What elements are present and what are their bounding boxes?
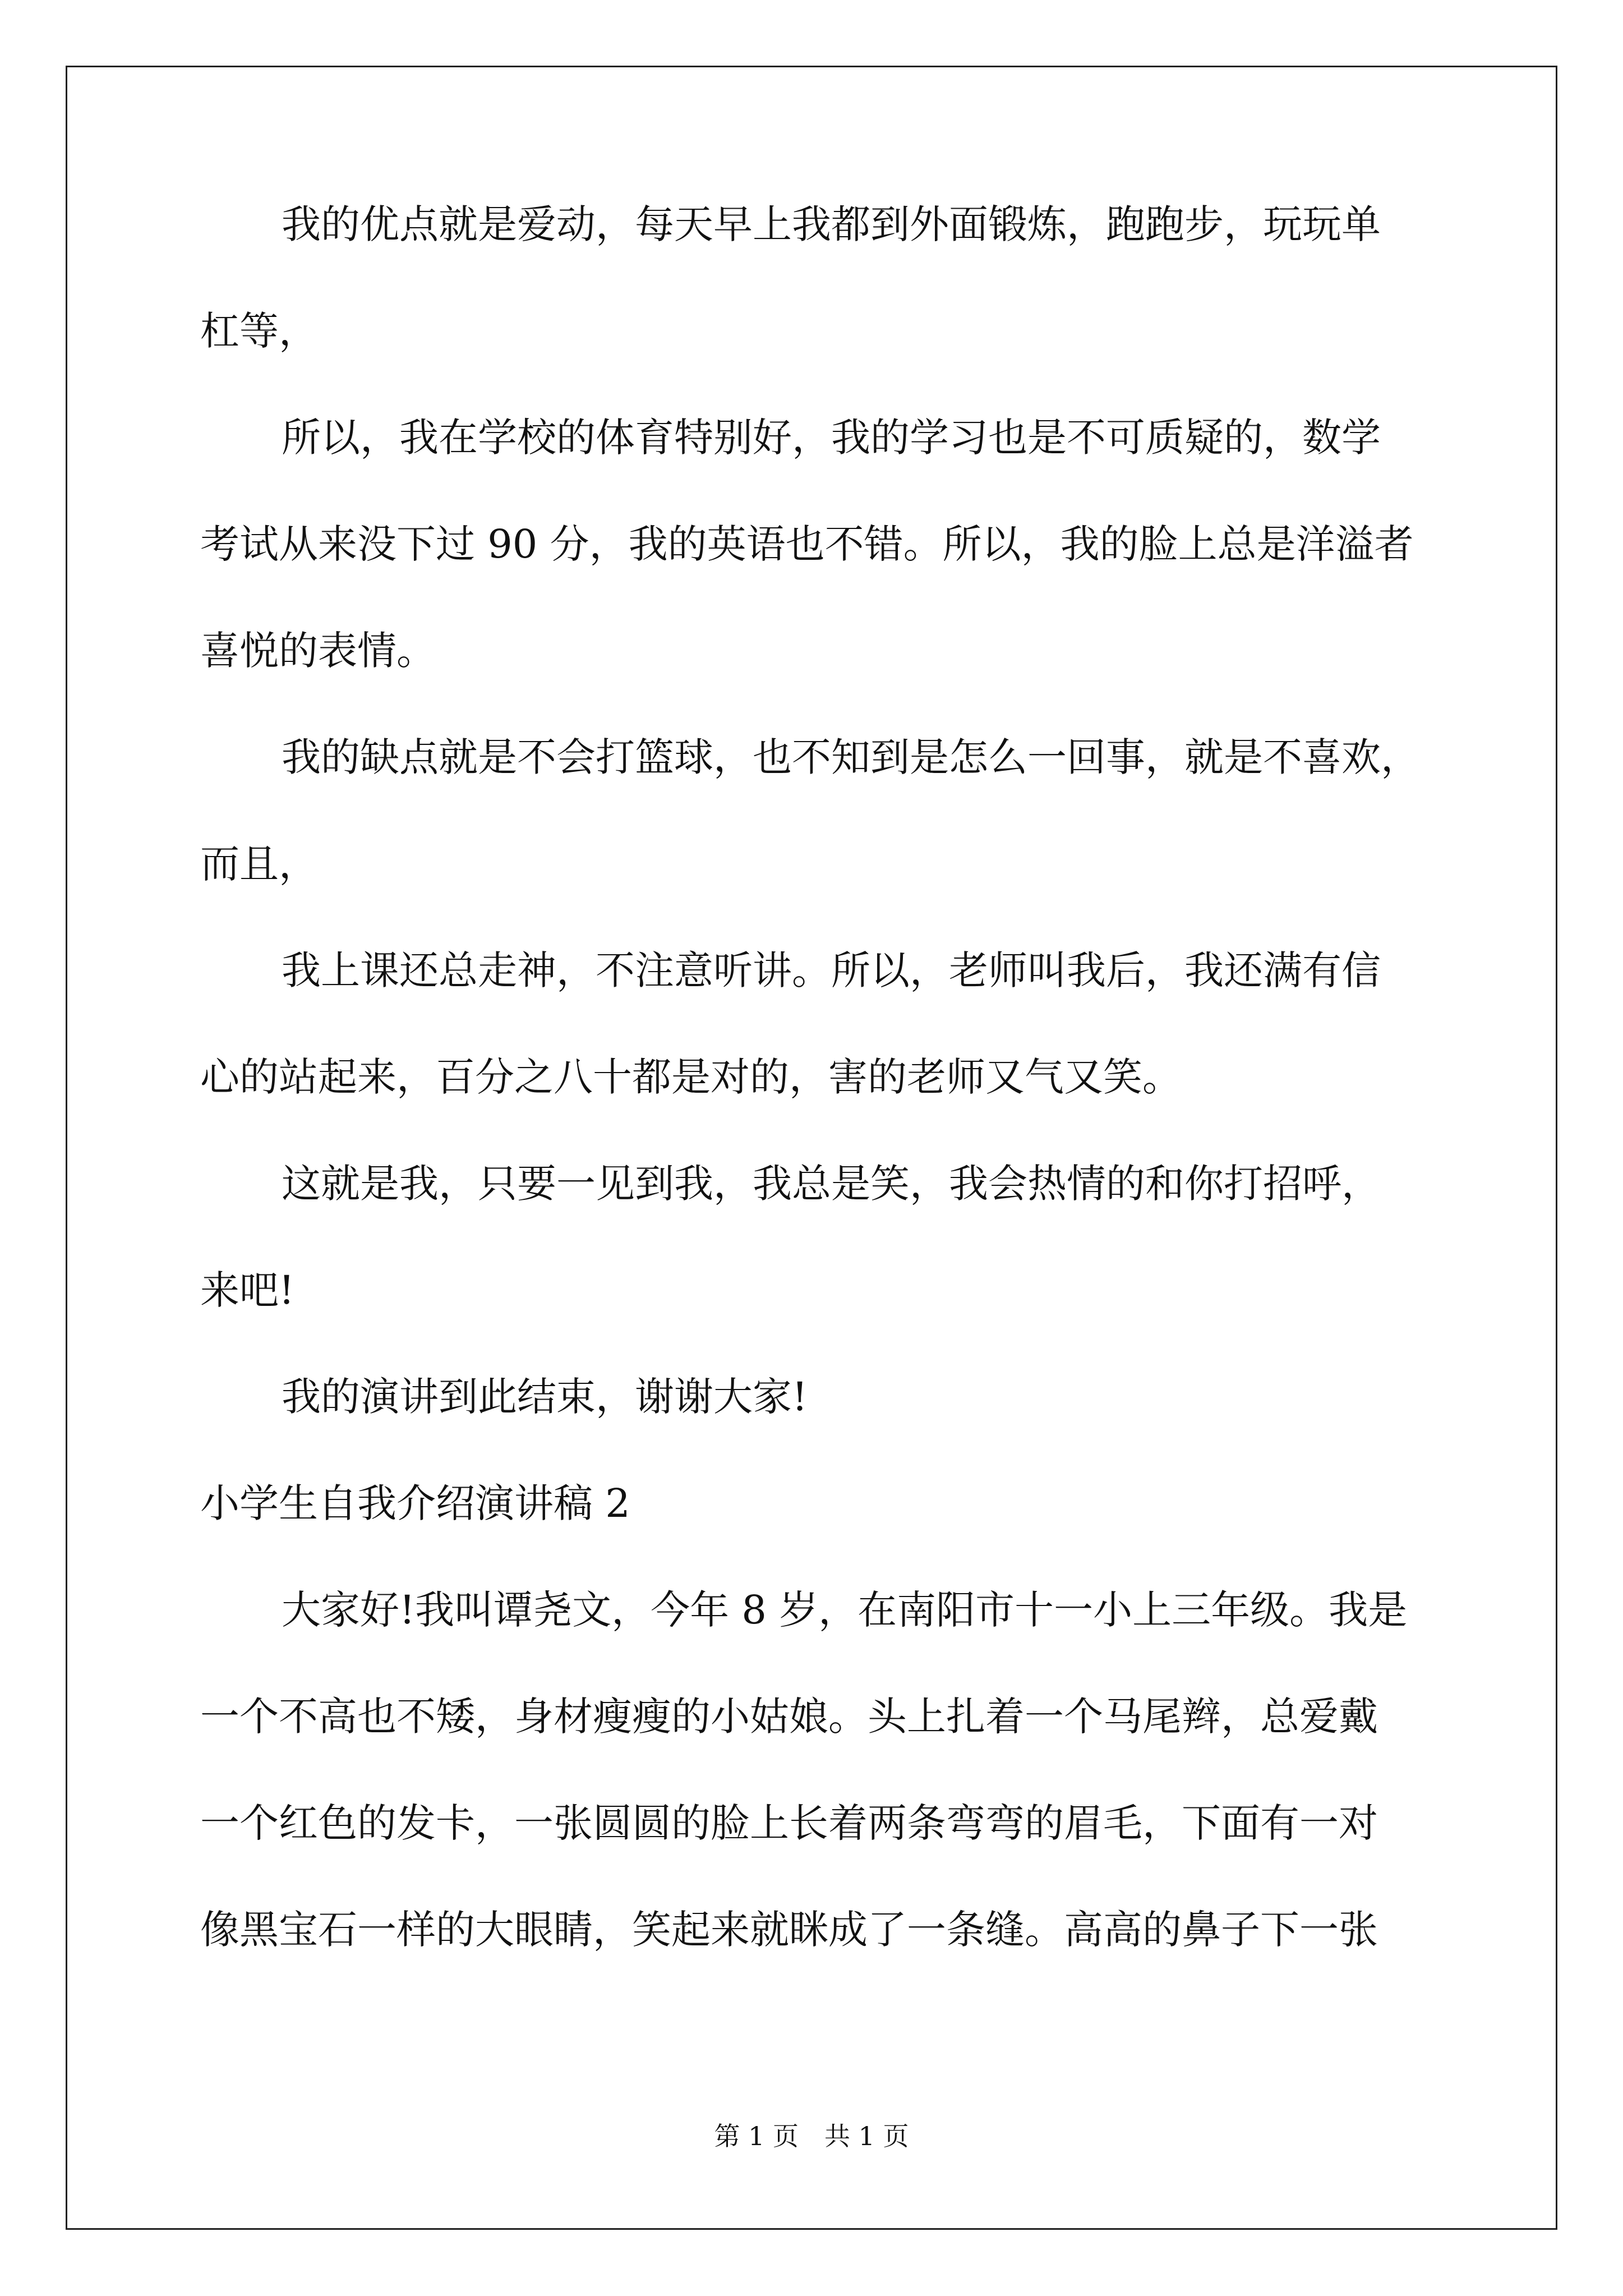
text-line: 一个红色的发卡，一张圆圆的脸上长着两条弯弯的眉毛，下面有一对: [200, 1800, 1378, 1846]
text-line: 我的缺点就是不会打篮球，也不知到是怎么一回事，就是不喜欢，: [282, 734, 1420, 780]
text-line: 这就是我，只要一见到我，我总是笑，我会热情的和你打招呼，: [282, 1161, 1381, 1207]
text-line: 我的演讲到此结束，谢谢大家!: [282, 1374, 808, 1420]
text-line: 一个不高也不矮，身材瘦瘦的小姑娘。头上扎着一个马尾辫，总爱戴: [200, 1694, 1378, 1740]
text-line: 杠等，: [200, 308, 318, 354]
text-line: 来吧!: [200, 1267, 295, 1313]
text-line: 我的优点就是爱动，每天早上我都到外面锻炼，跑跑步，玩玩单: [282, 201, 1381, 247]
text-line: 我上课还总走神，不注意听讲。所以，老师叫我后，我还满有信: [282, 947, 1381, 993]
text-line: 所以，我在学校的体育特别好，我的学习也是不可质疑的，数学: [282, 415, 1381, 461]
text-line: 而且，: [200, 841, 318, 887]
text-line: 心的站起来，百分之八十都是对的，害的老师又气又笑。: [200, 1054, 1182, 1100]
text-line: 大家好!我叫谭尧文，今年 8 岁，在南阳市十一小上三年级。我是: [282, 1587, 1408, 1633]
page-footer: 第 1 页 共 1 页: [714, 2121, 909, 2151]
text-line: 像黑宝石一样的大眼睛，笑起来就眯成了一条缝。高高的鼻子下一张: [200, 1907, 1378, 1953]
text-line: 喜悦的表情。: [200, 628, 436, 674]
section-heading: 小学生自我介绍演讲稿 2: [200, 1480, 630, 1526]
text-line: 考试从来没下过 90 分，我的英语也不错。所以，我的脸上总是洋溢者: [200, 521, 1414, 567]
